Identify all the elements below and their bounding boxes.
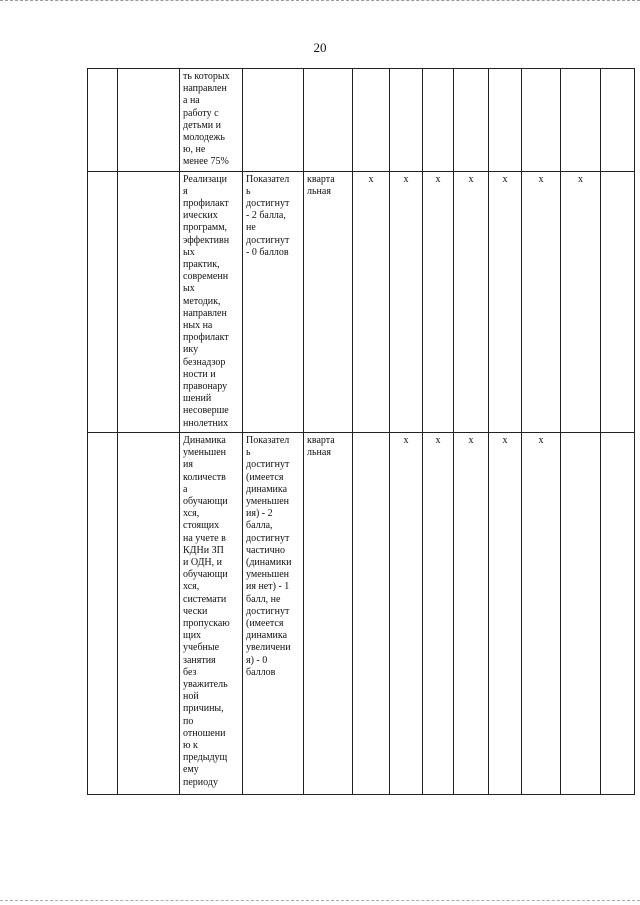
indicator-cell: Реализаци я профилакт ических программ, эффективн ых практик, современн ых методик, направлен ных на профилакт ику безнадзор ности и правонару шений несоверше ннолетних — [180, 171, 243, 432]
mark-cell — [489, 69, 522, 172]
number-cell — [88, 432, 118, 794]
page-number: 20 — [313, 40, 327, 55]
mark-cell: x — [390, 432, 423, 794]
mark-cell — [454, 69, 489, 172]
mark-cell: x — [489, 432, 522, 794]
mark-cell — [601, 69, 635, 172]
evaluation-cell — [243, 69, 304, 172]
indicator-cell: Динамика уменьшен ия количеств а обучающи хся, стоящих на учете в КДНи ЗП и ОДН, и обучающи хся, системати чески пропускаю щих учебные занятия без уважитель ной причины, по отношени ю к предыдущ ему периоду — [180, 432, 243, 794]
scan-top-edge — [0, 0, 640, 4]
mark-cell: x — [522, 432, 561, 794]
mark-cell: x — [423, 171, 454, 432]
mark-cell — [423, 69, 454, 172]
name-cell — [118, 171, 180, 432]
mark-cell: x — [390, 171, 423, 432]
mark-cell — [353, 69, 390, 172]
mark-cell: x — [454, 432, 489, 794]
mark-cell — [522, 69, 561, 172]
criteria-table — [87, 68, 635, 795]
mark-cell: x — [561, 171, 601, 432]
number-cell — [88, 171, 118, 432]
mark-cell: x — [522, 171, 561, 432]
table-row — [88, 171, 635, 432]
mark-cell: x — [489, 171, 522, 432]
mark-cell: x — [454, 171, 489, 432]
evaluation-cell: Показател ь достигнут - 2 балла, не достигнут - 0 баллов — [243, 171, 304, 432]
mark-cell — [561, 69, 601, 172]
mark-cell — [561, 432, 601, 794]
mark-cell — [390, 69, 423, 172]
evaluation-cell: Показател ь достигнут (имеется динамика уменьшен ия) - 2 балла, достигнут частично (динамики уменьшен ия нет) - 1 балл, не достигнут (имеется динамика увеличени я) - 0 баллов — [243, 432, 304, 794]
scan-bottom-edge — [0, 900, 640, 902]
name-cell — [118, 69, 180, 172]
table-row — [88, 69, 635, 172]
table-row — [88, 432, 635, 794]
period-cell — [304, 69, 353, 172]
period-cell: кварта льная — [304, 432, 353, 794]
period-cell: кварта льная — [304, 171, 353, 432]
mark-cell — [353, 432, 390, 794]
mark-cell — [601, 171, 635, 432]
mark-cell: x — [353, 171, 390, 432]
number-cell — [88, 69, 118, 172]
indicator-cell: ть которых направлен а на работу с детьми и молодежь ю, не менее 75% — [180, 69, 243, 172]
name-cell — [118, 432, 180, 794]
mark-cell: x — [423, 432, 454, 794]
mark-cell — [601, 432, 635, 794]
